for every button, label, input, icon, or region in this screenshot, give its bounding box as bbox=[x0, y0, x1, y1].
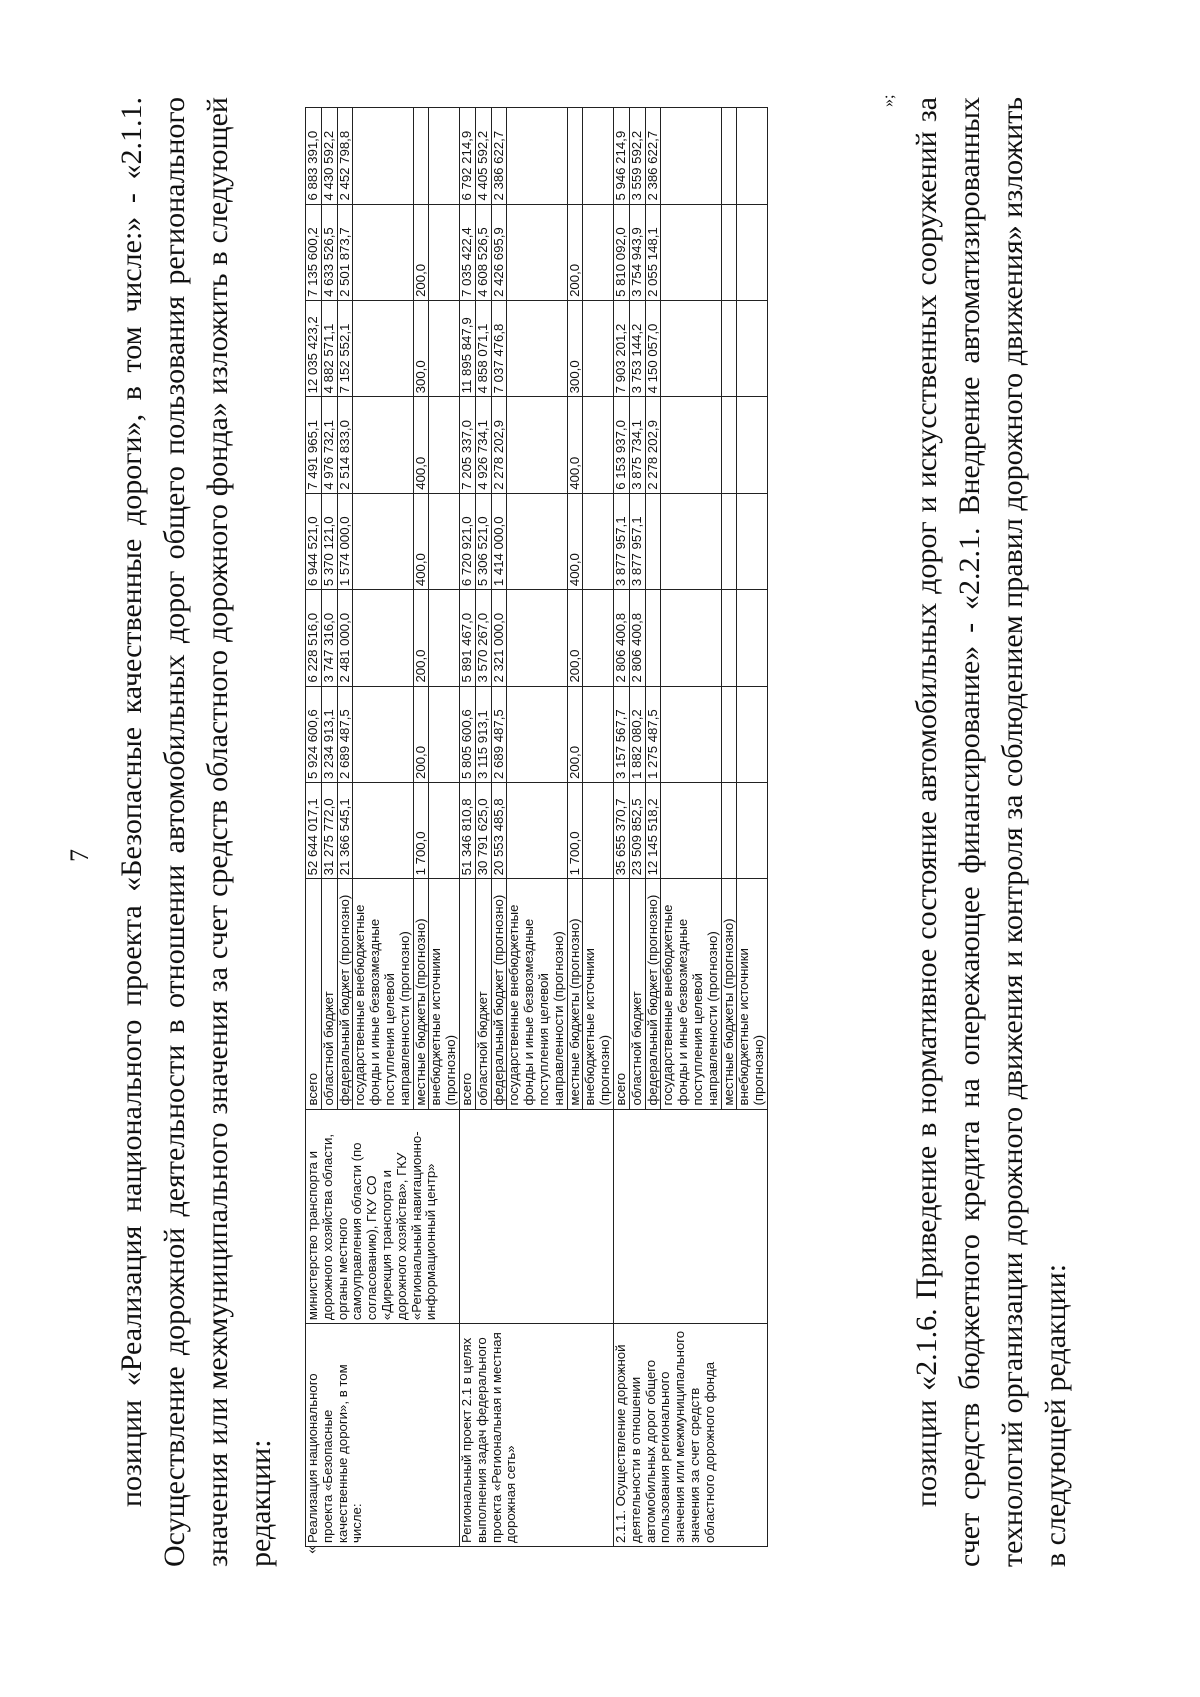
amount-cell: 2 321 000,0 bbox=[491, 590, 507, 686]
amount-cell bbox=[661, 204, 721, 300]
amount-cell bbox=[661, 397, 721, 493]
amount-cell: 2 278 202,9 bbox=[491, 397, 507, 493]
amount-cell: 5 924 600,6 bbox=[306, 686, 322, 782]
amount-cell bbox=[721, 108, 737, 205]
table-row bbox=[613, 108, 629, 1547]
amount-cell: 7 903 201,2 bbox=[613, 300, 629, 396]
amount-cell: 7 035 422,4 bbox=[459, 204, 475, 300]
amount-cell: 6 792 214,9 bbox=[459, 108, 475, 205]
amount-cell bbox=[583, 686, 614, 782]
amount-cell bbox=[507, 204, 567, 300]
amount-cell: 200,0 bbox=[567, 590, 583, 686]
amount-cell: 200,0 bbox=[567, 204, 583, 300]
amount-cell bbox=[353, 204, 413, 300]
amount-cell: 2 278 202,9 bbox=[645, 397, 661, 493]
amount-cell: 2 386 622,7 bbox=[491, 108, 507, 205]
paragraph-outro bbox=[905, 97, 1077, 1567]
amount-cell: 31 275 772,0 bbox=[321, 782, 337, 878]
amount-cell bbox=[721, 397, 737, 493]
amount-cell: 4 430 592,2 bbox=[321, 108, 337, 205]
executor-cell: министерство транспорта и дорожного хозяйства области, органы местного самоуправления области (по согласованию), ГКУ СО «Дирекция транспорта и дорожного хозяйства», ГКУ «Региональный навигационно-информационный центр» bbox=[306, 1109, 460, 1324]
amount-cell bbox=[737, 108, 768, 205]
amount-cell: 30 791 625,0 bbox=[475, 782, 491, 878]
amount-cell bbox=[737, 782, 768, 878]
amount-cell: 11 895 847,9 bbox=[459, 300, 475, 396]
amount-cell: 5 805 600,6 bbox=[459, 686, 475, 782]
amount-cell: 400,0 bbox=[413, 397, 429, 493]
amount-cell bbox=[721, 493, 737, 589]
amount-cell bbox=[353, 108, 413, 205]
amount-cell bbox=[661, 300, 721, 396]
amount-cell: 2 452 798,8 bbox=[337, 108, 353, 205]
funding-source-cell: местные бюджеты (прогнозно) bbox=[567, 879, 583, 1109]
amount-cell: 300,0 bbox=[413, 300, 429, 396]
amount-cell: 2 481 000,0 bbox=[337, 590, 353, 686]
amount-cell: 4 150 057,0 bbox=[645, 300, 661, 396]
amount-cell bbox=[661, 108, 721, 205]
executor-cell bbox=[459, 1109, 613, 1324]
amount-cell: 7 491 965,1 bbox=[306, 397, 322, 493]
amount-cell bbox=[353, 686, 413, 782]
amount-cell: 12 145 518,2 bbox=[645, 782, 661, 878]
paragraph-intro-text: позиции «Реализация национального проекта «Безопасные качественные дороги», в том числе:» - «2.1.1. Осуществление дорожной деятельности в отношении автомобильных дорог общего пользования регионального значения или межмуниципального значения за счет средств областного дорожного фонда» изложить в следующей редакции: bbox=[115, 97, 277, 1567]
amount-cell: 6 153 937,0 bbox=[613, 397, 629, 493]
program-name-cell: Региональный проект 2.1 в целях выполнения задач федерального проекта «Региональная и местная дорожная сеть» bbox=[459, 1324, 613, 1547]
amount-cell: 3 115 913,1 bbox=[475, 686, 491, 782]
amount-cell: 3 747 316,0 bbox=[321, 590, 337, 686]
amount-cell: 51 346 810,8 bbox=[459, 782, 475, 878]
amount-cell: 4 976 732,1 bbox=[321, 397, 337, 493]
amount-cell bbox=[507, 590, 567, 686]
amount-cell: 6 883 391,0 bbox=[306, 108, 322, 205]
amount-cell: 5 370 121,0 bbox=[321, 493, 337, 589]
close-quote: »; bbox=[880, 94, 897, 107]
amount-cell: 2 055 148,1 bbox=[645, 204, 661, 300]
amount-cell: 2 501 873,7 bbox=[337, 204, 353, 300]
funding-source-cell: государственные внебюджетные фонды и иные безвозмездные поступления целевой направленности (прогнозно) bbox=[661, 879, 721, 1109]
amount-cell: 1 574 000,0 bbox=[337, 493, 353, 589]
amount-cell: 400,0 bbox=[567, 397, 583, 493]
amount-cell bbox=[661, 782, 721, 878]
amount-cell bbox=[353, 493, 413, 589]
amount-cell: 3 157 567,7 bbox=[613, 686, 629, 782]
table-row bbox=[306, 108, 322, 1547]
amount-cell: 200,0 bbox=[413, 204, 429, 300]
amount-cell: 2 689 487,5 bbox=[491, 686, 507, 782]
amount-cell bbox=[645, 590, 661, 686]
amount-cell bbox=[353, 782, 413, 878]
amount-cell: 4 608 526,5 bbox=[475, 204, 491, 300]
amount-cell bbox=[583, 300, 614, 396]
funding-source-cell: внебюджетные источники (прогнозно) bbox=[429, 879, 460, 1109]
executor-cell bbox=[613, 1109, 767, 1324]
amount-cell bbox=[429, 590, 460, 686]
amount-cell bbox=[353, 590, 413, 686]
amount-cell: 3 753 144,2 bbox=[629, 300, 645, 396]
funding-source-cell: внебюджетные источники (прогнозно) bbox=[737, 879, 768, 1109]
amount-cell: 3 234 913,1 bbox=[321, 686, 337, 782]
funding-source-cell: государственные внебюджетные фонды и иные безвозмездные поступления целевой направленности (прогнозно) bbox=[507, 879, 567, 1109]
amount-cell: 1 882 080,2 bbox=[629, 686, 645, 782]
open-quote: « bbox=[303, 1546, 320, 1554]
program-name-cell: Реализация национального проекта «Безопасные качественные дороги», в том числе: bbox=[306, 1324, 460, 1547]
amount-cell: 4 405 592,2 bbox=[475, 108, 491, 205]
program-name-cell: 2.1.1. Осуществление дорожной деятельности в отношении автомобильных дорог общего пользования регионального значения или межмуниципального значения за счет средств областного дорожного фонда bbox=[613, 1324, 767, 1547]
funding-source-cell: всего bbox=[306, 879, 322, 1109]
amount-cell: 400,0 bbox=[413, 493, 429, 589]
amount-cell bbox=[353, 300, 413, 396]
amount-cell: 400,0 bbox=[567, 493, 583, 589]
funding-source-cell: федеральный бюджет (прогнозно) bbox=[491, 879, 507, 1109]
amount-cell: 1 414 000,0 bbox=[491, 493, 507, 589]
amount-cell bbox=[567, 108, 583, 205]
amount-cell: 7 037 476,8 bbox=[491, 300, 507, 396]
amount-cell: 200,0 bbox=[567, 686, 583, 782]
amount-cell: 6 720 921,0 bbox=[459, 493, 475, 589]
amount-cell bbox=[507, 686, 567, 782]
amount-cell bbox=[413, 108, 429, 205]
amount-cell: 7 205 337,0 bbox=[459, 397, 475, 493]
funding-source-cell: областной бюджет bbox=[321, 879, 337, 1109]
amount-cell bbox=[429, 782, 460, 878]
amount-cell bbox=[661, 590, 721, 686]
amount-cell: 3 570 267,0 bbox=[475, 590, 491, 686]
amount-cell: 5 946 214,9 bbox=[613, 108, 629, 205]
amount-cell: 6 228 516,0 bbox=[306, 590, 322, 686]
amount-cell: 300,0 bbox=[567, 300, 583, 396]
amount-cell: 2 426 695,9 bbox=[491, 204, 507, 300]
amount-cell: 5 306 521,0 bbox=[475, 493, 491, 589]
amount-cell bbox=[429, 204, 460, 300]
funding-source-cell: областной бюджет bbox=[475, 879, 491, 1109]
funding-source-cell: местные бюджеты (прогнозно) bbox=[413, 879, 429, 1109]
amount-cell bbox=[737, 204, 768, 300]
amount-cell bbox=[737, 686, 768, 782]
amount-cell: 7 135 600,2 bbox=[306, 204, 322, 300]
paragraph-outro-text: позиции «2.1.6. Приведение в нормативное состояние автомобильных дорог и искусственных сооружений за счет средств бюджетного кредита на опережающее финансирование» - «2.2.1. Внедрение автоматизированных технологий организации дорожного движения и контроля за соблюдением правил дорожного движения» изложить в следующей редакции: bbox=[910, 97, 1072, 1567]
amount-cell bbox=[507, 397, 567, 493]
amount-cell bbox=[429, 300, 460, 396]
amount-cell: 4 858 071,1 bbox=[475, 300, 491, 396]
amount-cell: 23 509 852,5 bbox=[629, 782, 645, 878]
funding-source-cell: федеральный бюджет (прогнозно) bbox=[337, 879, 353, 1109]
funding-source-cell: областной бюджет bbox=[629, 879, 645, 1109]
amount-cell: 52 644 017,1 bbox=[306, 782, 322, 878]
amount-cell: 3 754 943,9 bbox=[629, 204, 645, 300]
amount-cell bbox=[721, 686, 737, 782]
page-number: 7 bbox=[65, 849, 94, 862]
funding-source-cell: местные бюджеты (прогнозно) bbox=[721, 879, 737, 1109]
amount-cell bbox=[583, 108, 614, 205]
funding-source-cell: федеральный бюджет (прогнозно) bbox=[645, 879, 661, 1109]
amount-cell bbox=[583, 493, 614, 589]
paragraph-intro bbox=[110, 97, 282, 1567]
amount-cell: 5 810 092,0 bbox=[613, 204, 629, 300]
amount-cell bbox=[583, 397, 614, 493]
amount-cell bbox=[507, 108, 567, 205]
amount-cell bbox=[721, 204, 737, 300]
amount-cell bbox=[507, 300, 567, 396]
amount-cell: 2 386 622,7 bbox=[645, 108, 661, 205]
amount-cell: 5 891 467,0 bbox=[459, 590, 475, 686]
amount-cell: 12 035 423,2 bbox=[306, 300, 322, 396]
amount-cell: 1 700,0 bbox=[567, 782, 583, 878]
amount-cell: 21 366 545,1 bbox=[337, 782, 353, 878]
amount-cell: 20 553 485,8 bbox=[491, 782, 507, 878]
amount-cell: 200,0 bbox=[413, 686, 429, 782]
amount-cell: 35 655 370,7 bbox=[613, 782, 629, 878]
amount-cell bbox=[661, 686, 721, 782]
funding-source-cell: всего bbox=[459, 879, 475, 1109]
amount-cell: 6 944 521,0 bbox=[306, 493, 322, 589]
amount-cell bbox=[507, 782, 567, 878]
amount-cell: 4 882 571,1 bbox=[321, 300, 337, 396]
amount-cell: 1 275 487,5 bbox=[645, 686, 661, 782]
amount-cell: 3 559 592,2 bbox=[629, 108, 645, 205]
amount-cell bbox=[737, 300, 768, 396]
amount-cell bbox=[429, 493, 460, 589]
amount-cell: 3 877 957,1 bbox=[629, 493, 645, 589]
amount-cell bbox=[429, 397, 460, 493]
amount-cell bbox=[661, 493, 721, 589]
amount-cell bbox=[737, 493, 768, 589]
amount-cell: 7 152 552,1 bbox=[337, 300, 353, 396]
amount-cell bbox=[737, 590, 768, 686]
table-row bbox=[459, 108, 475, 1547]
funding-source-cell: всего bbox=[613, 879, 629, 1109]
amount-cell bbox=[429, 108, 460, 205]
amount-cell: 200,0 bbox=[413, 590, 429, 686]
funding-source-cell: внебюджетные источники (прогнозно) bbox=[583, 879, 614, 1109]
amount-cell: 1 700,0 bbox=[413, 782, 429, 878]
amount-cell bbox=[429, 686, 460, 782]
amount-cell: 4 633 526,5 bbox=[321, 204, 337, 300]
funding-source-cell: государственные внебюджетные фонды и иные безвозмездные поступления целевой направленности (прогнозно) bbox=[353, 879, 413, 1109]
amount-cell bbox=[507, 493, 567, 589]
funding-table bbox=[305, 107, 768, 1547]
amount-cell: 2 514 833,0 bbox=[337, 397, 353, 493]
amount-cell: 4 926 734,1 bbox=[475, 397, 491, 493]
amount-cell: 3 877 957,1 bbox=[613, 493, 629, 589]
amount-cell bbox=[583, 590, 614, 686]
amount-cell bbox=[583, 204, 614, 300]
amount-cell: 2 806 400,8 bbox=[613, 590, 629, 686]
amount-cell bbox=[645, 493, 661, 589]
amount-cell bbox=[353, 397, 413, 493]
amount-cell: 2 806 400,8 bbox=[629, 590, 645, 686]
amount-cell: 2 689 487,5 bbox=[337, 686, 353, 782]
amount-cell bbox=[721, 782, 737, 878]
amount-cell bbox=[737, 397, 768, 493]
amount-cell bbox=[721, 300, 737, 396]
amount-cell bbox=[583, 782, 614, 878]
amount-cell bbox=[721, 590, 737, 686]
amount-cell: 3 875 734,1 bbox=[629, 397, 645, 493]
